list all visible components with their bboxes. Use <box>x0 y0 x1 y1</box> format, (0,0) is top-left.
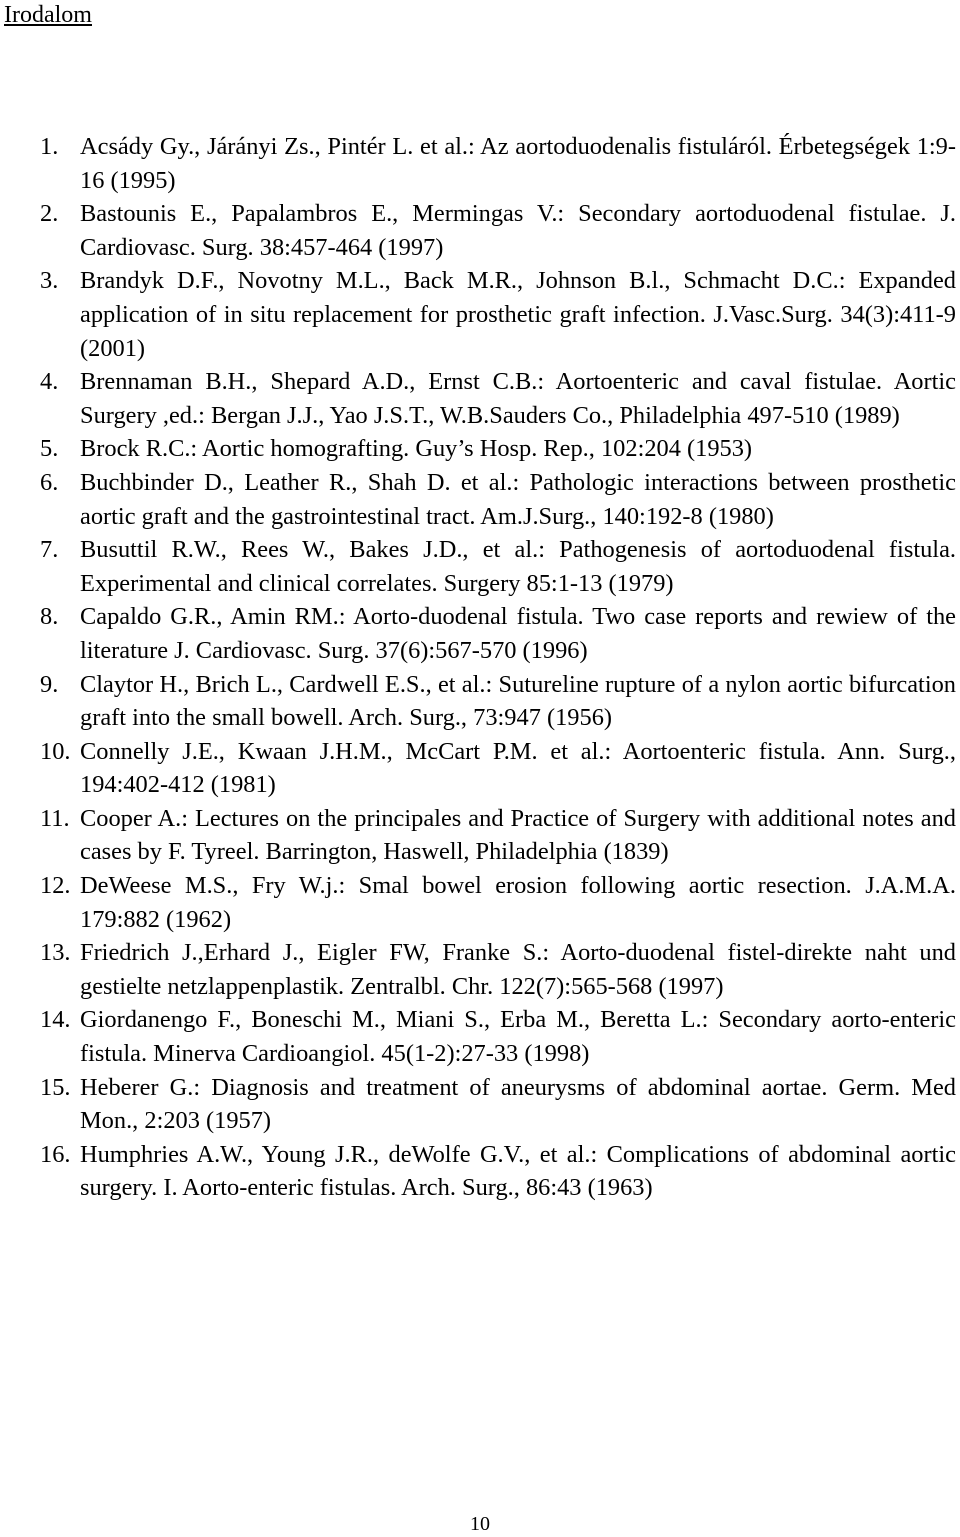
reference-number: 11. <box>40 804 70 832</box>
reference-text: Acsády Gy., Járányi Zs., Pintér L. et al.: Az aortoduodenalis fistuláról. Érbetegségek 1:9-16 (1995) <box>80 133 956 194</box>
reference-text: Brock R.C.: Aortic homografting. Guy’s Hosp. Rep., 102:204 (1953) <box>80 435 753 463</box>
reference-text: Buchbinder D., Leather R., Shah D. et al.: Pathologic interactions between prosthetic aortic graft and the gastrointestinal tract. Am.J.Surg., 140:192-8 (1980) <box>80 468 956 530</box>
reference-item <box>40 1071 956 1138</box>
reference-item <box>40 432 956 466</box>
reference-text: Heberer G.: Diagnosis and treatment of aneurysms of abdominal aortae. Germ. Med Mon., 2:203 (1957) <box>80 1073 956 1135</box>
reference-item <box>40 735 956 802</box>
reference-text: Connelly J.E., Kwaan J.H.M., McCart P.M. et al.: Aortoenteric fistula. Ann. Surg., 194:402-412 (1981) <box>80 737 956 799</box>
reference-number: 1. <box>40 133 59 160</box>
reference-list <box>40 130 956 1205</box>
reference-number: 6. <box>40 468 59 496</box>
reference-item <box>40 802 956 869</box>
reference-item <box>40 1138 956 1205</box>
reference-text: DeWeese M.S., Fry W.j.: Smal bowel erosion following aortic resection. J.A.M.A. 179:882 (1962) <box>80 872 956 933</box>
reference-item <box>40 869 956 936</box>
reference-number: 16. <box>40 1140 71 1168</box>
reference-item <box>40 533 956 600</box>
page-heading[interactable]: Irodalom <box>4 2 92 28</box>
reference-number: 14. <box>40 1006 71 1034</box>
reference-text: Capaldo G.R., Amin RM.: Aorto-duodenal fistula. Two case reports and rewiew of the literature J. Cardiovasc. Surg. 37(6):567-570 (1996) <box>80 603 956 664</box>
reference-number: 15. <box>40 1073 71 1101</box>
reference-item <box>40 466 956 533</box>
reference-item <box>40 264 956 365</box>
reference-text: Brandyk D.F., Novotny M.L., Back M.R., Johnson B.l., Schmacht D.C.: Expanded application of in situ replacement for prosthetic graft infection. J.Vasc.Surg. 34(3):411-9 (2001) <box>80 267 956 362</box>
reference-text: Cooper A.: Lectures on the principales and Practice of Surgery with additional notes and cases by F. Tyreel. Barrington, Haswell, Philadelphia (1839) <box>80 804 956 866</box>
reference-text: Giordanengo F., Boneschi M., Miani S., Erba M., Beretta L.: Secondary aorto-enteric fistula. Minerva Cardioangiol. 45(1-2):27-33 (1998) <box>80 1006 956 1068</box>
reference-item <box>40 1003 956 1070</box>
reference-number: 13. <box>40 939 71 967</box>
reference-item <box>40 130 956 197</box>
reference-text: Brennaman B.H., Shepard A.D., Ernst C.B.: Aortoenteric and caval fistulae. Aortic Surgery ,ed.: Bergan J.J., Yao J.S.T., W.B.Sauders Co., Philadelphia 497-510 (1989) <box>80 368 956 429</box>
reference-item <box>40 936 956 1003</box>
page-number: 10 <box>470 1513 490 1535</box>
reference-text: Friedrich J.,Erhard J., Eigler FW, Franke S.: Aorto-duodenal fistel-direkte naht und gestielte netzlappenplastik. Zentralbl. Chr. 122(7):565-568 (1997) <box>80 939 956 1000</box>
reference-text: Claytor H., Brich L., Cardwell E.S., et al.: Sutureline rupture of a nylon aortic bifurcation graft into the small bowell. Arch. Surg., 73:947 (1956) <box>80 670 956 732</box>
reference-number: 3. <box>40 267 59 295</box>
reference-number: 4. <box>40 368 59 396</box>
reference-number: 9. <box>40 670 59 698</box>
reference-number: 8. <box>40 603 59 631</box>
reference-number: 10. <box>40 737 71 765</box>
reference-number: 12. <box>40 872 71 900</box>
reference-text: Humphries A.W., Young J.R., deWolfe G.V., et al.: Complications of abdominal aortic surgery. I. Aorto-enteric fistulas. Arch. Surg., 86:43 (1963) <box>80 1140 956 1202</box>
reference-text: Busuttil R.W., Rees W., Bakes J.D., et al.: Pathogenesis of aortoduodenal fistula. Experimental and clinical correlates. Surgery 85:1-13 (1979) <box>80 536 956 597</box>
reference-item <box>40 600 956 667</box>
reference-number: 7. <box>40 536 59 564</box>
reference-item <box>40 197 956 264</box>
reference-text: Bastounis E., Papalambros E., Mermingas V.: Secondary aortoduodenal fistulae. J. Cardiovasc. Surg. 38:457-464 (1997) <box>80 200 956 261</box>
reference-number: 2. <box>40 200 59 228</box>
reference-item <box>40 365 956 432</box>
reference-number: 5. <box>40 435 59 463</box>
reference-item <box>40 668 956 735</box>
